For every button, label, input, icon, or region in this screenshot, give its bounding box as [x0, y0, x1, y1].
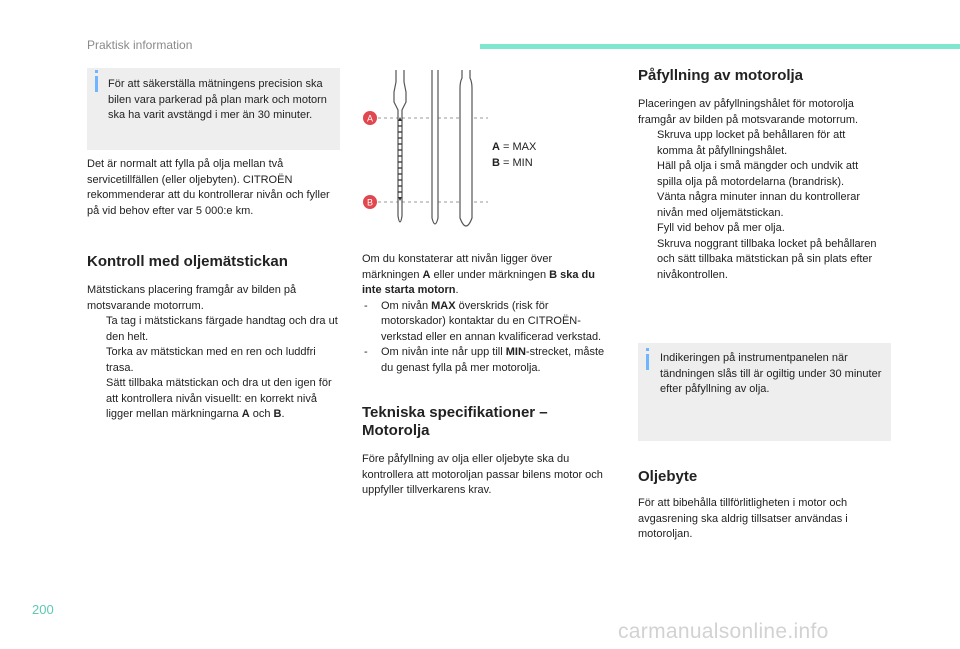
info-icon [646, 354, 649, 370]
list-item: Vänta några minuter innan du kontrollerar nivån med oljemätstickan. [657, 191, 861, 219]
list-item: Sätt tillbaka mätstickan och dra ut den igen för att kontrollera nivån visuellt: en korrekt nivå ligger mellan märkningarna A och B. [106, 377, 332, 420]
legend-min: B = MIN [492, 157, 533, 169]
list-item: - Om nivån MAX överskrids (risk för motorskador) kontaktar du en CITROËN-verkstad eller en annan kvalificerad verkstad. [364, 299, 602, 343]
diagram-legend [492, 139, 536, 171]
header-accent-rule [480, 44, 960, 49]
refill-heading: Påfyllning av motorolja [638, 67, 804, 84]
dipstick-paragraph: Mätstickans placering framgår av bilden på motsvarande motorrum. [87, 284, 297, 312]
dipstick-right [460, 70, 472, 226]
level-paragraph: Om du konstaterar att nivån ligger över märkningen A eller under märkningen B ska du inte starta motorn. [362, 253, 595, 296]
oil-change-heading: Oljebyte [638, 468, 698, 485]
dipstick-diagram [360, 68, 490, 243]
legend-max: A = MAX [492, 141, 537, 153]
specs-heading: Tekniska specifikationer – Motorolja [362, 404, 548, 439]
marker-a-label: A [366, 113, 374, 124]
instrument-note [638, 343, 891, 441]
list-item: Fyll vid behov på mer olja. [657, 222, 785, 234]
instrument-note-text: Indikeringen på instrumentpanelen när tändningen slås till är ogiltig under 30 minuter efter påfyllning av olja. [660, 352, 882, 395]
dipstick-middle [432, 70, 438, 224]
oil-change-paragraph: För att bibehålla tillförlitligheten i motor och avgasrening ska aldrig tillsatser användas i motoroljan. [638, 497, 848, 540]
left-column [87, 157, 343, 423]
info-icon [95, 76, 98, 92]
specs-paragraph: Före påfyllning av olja eller oljebyte ska du kontrollera att motoroljan passar bilens motor och uppfyller tillverkarens krav. [362, 453, 603, 496]
list-item: Häll på olja i små mängder och undvik att spilla olja på motordelarna (brandrisk). [657, 160, 859, 188]
oil-change-section [638, 468, 883, 543]
right-column [638, 67, 883, 283]
middle-column [362, 252, 607, 499]
page-number: 200 [32, 602, 54, 617]
list-item: Skruva upp locket på behållaren för att komma åt påfyllningshålet. [657, 129, 846, 157]
dipstick-heading: Kontroll med oljemätstickan [87, 253, 288, 270]
list-item: - Om nivån inte når upp till MIN-strecket, måste du genast fylla på mer motorolja. [364, 346, 605, 374]
list-item: Skruva noggrant tillbaka locket på behållaren och sätt tillbaka mätstickan på sin plats efter nivåkontrollen. [657, 237, 877, 281]
precision-note-text: För att säkerställa mätningens precision ska bilen vara parkerad på plan mark och motorn ska ha varit avstängd i mer än 30 minuter. [108, 78, 327, 121]
refill-paragraph: Placeringen av påfyllningshålet för motorolja framgår av bilden på motsvarande motorrum. [638, 98, 859, 126]
header-title: Praktisk information [87, 38, 193, 52]
marker-b-label: B [366, 197, 374, 208]
list-item: Ta tag i mätstickans färgade handtag och dra ut den helt. [106, 315, 338, 343]
precision-note [87, 68, 340, 150]
list-item: Torka av mätstickan med en ren och luddfri trasa. [106, 346, 316, 374]
watermark: carmanualsonline.info [618, 620, 829, 643]
intro-paragraph: Det är normalt att fylla på olja mellan två servicetillfällen (eller oljebyten). CITROËN rekommenderar att du kontrollerar nivån och fyller på vid behov efter var 5 000:e km. [87, 158, 330, 217]
